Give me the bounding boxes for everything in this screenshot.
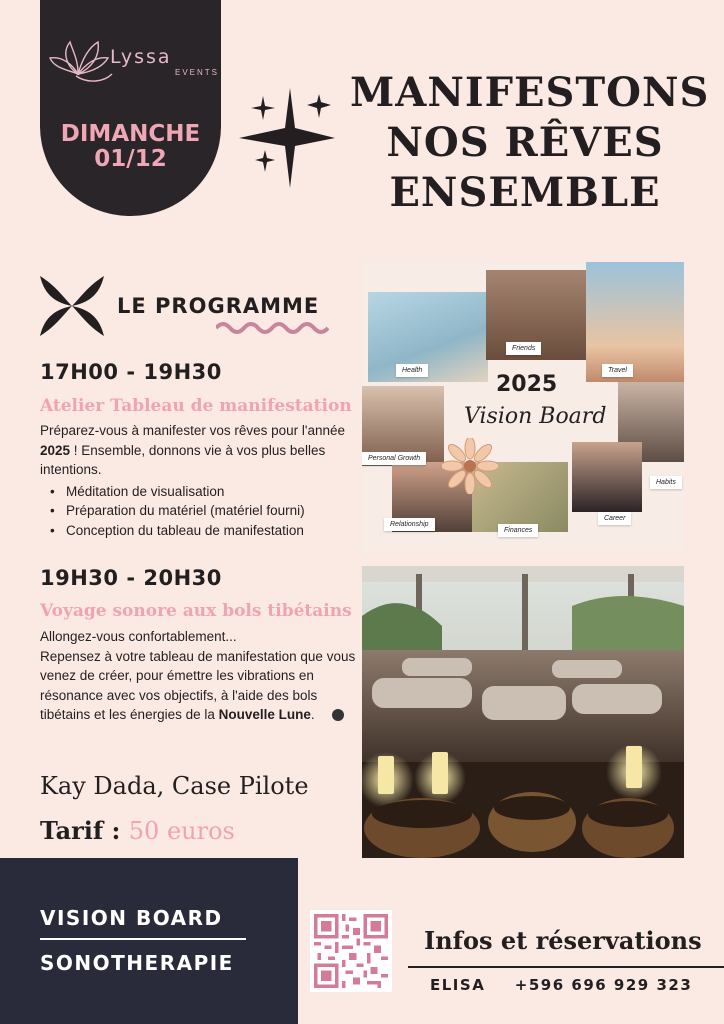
- page-title: [350, 68, 710, 218]
- programme-heading: LE PROGRAMME: [117, 294, 320, 318]
- brand-name: Lyssa: [110, 46, 172, 68]
- title-line-2: NOS RÊVES: [386, 119, 664, 166]
- session1-bullets: [40, 482, 360, 541]
- session2-title: Voyage sonore aux bols tibétains: [40, 601, 352, 621]
- tag-friends: Friends: [506, 342, 541, 355]
- session2-line2: Repensez à votre tableau de manifestation que vous venez de créer, pour émettre les vibrations en résonance avec vos objectifs, à l'aide des bols tibétains et les énergies de la: [40, 648, 356, 722]
- list-item: • Préparation du matériel (matériel fourni): [40, 501, 360, 521]
- tarif-value: 50 euros: [128, 817, 235, 845]
- new-moon-icon: [332, 709, 344, 721]
- event-date: [40, 122, 221, 172]
- session1-time: 17H00 - 19H30: [40, 360, 222, 384]
- footer-vision-board: VISION BOARD: [40, 906, 223, 930]
- list-item: • Conception du tableau de manifestation: [40, 521, 360, 541]
- session1-description: [40, 421, 360, 540]
- tag-personal-growth: Personal Growth: [362, 452, 426, 465]
- date-value: 01/12: [94, 146, 167, 172]
- qr-code-icon[interactable]: [310, 910, 392, 992]
- contact-name: ELISA: [430, 976, 486, 994]
- tag-finances: Finances: [498, 524, 538, 537]
- session2-time: 19H30 - 20H30: [40, 566, 222, 590]
- tarif-label: Tarif :: [40, 816, 129, 845]
- sound-bath-photo: [362, 566, 684, 858]
- session1-intro-a: Préparez-vous à manifester vos rêves pour l'année: [40, 423, 345, 438]
- tag-career: Career: [598, 512, 631, 525]
- contact-line: [430, 976, 692, 994]
- footer-panel: [0, 858, 298, 1024]
- list-item: • Méditation de visualisation: [40, 482, 360, 502]
- footer-sonotherapie: SONOTHERAPIE: [40, 951, 234, 975]
- vision-board-year: 2025: [496, 372, 558, 397]
- session2-description: [40, 627, 366, 725]
- title-line-3: ENSEMBLE: [389, 169, 661, 216]
- sparkle-stars-icon: [235, 88, 345, 193]
- info-divider: [408, 966, 724, 968]
- vision-board-title: Vision Board: [464, 404, 607, 429]
- footer-divider: [40, 938, 246, 940]
- date-day: DIMANCHE: [60, 121, 201, 147]
- photo-travel: [586, 262, 684, 382]
- session1-intro-b: ! Ensemble, donnons vie à vos plus belles intentions.: [40, 442, 326, 477]
- event-location: Kay Dada, Case Pilote: [40, 772, 309, 800]
- title-line-1: MANIFESTONS: [350, 69, 710, 116]
- info-reservations-heading: Infos et réservations: [424, 926, 702, 955]
- session2-line1: Allongez-vous confortablement...: [40, 629, 237, 644]
- tag-relationship: Relationship: [384, 518, 435, 531]
- flower-icon: [442, 438, 498, 494]
- tag-habits: Habits: [650, 476, 682, 489]
- session2-end: .: [310, 707, 315, 722]
- session1-year: 2025: [40, 442, 71, 458]
- contact-phone[interactable]: +596 696 929 323: [514, 976, 693, 994]
- brand-tagline: EVENTS: [175, 68, 220, 77]
- event-price: [40, 816, 235, 845]
- tag-travel: Travel: [602, 364, 633, 377]
- session2-moon: Nouvelle Lune: [218, 707, 311, 722]
- wavy-underline-icon: [216, 320, 332, 336]
- butterfly-icon: [38, 272, 106, 340]
- vision-board-image: [362, 262, 684, 552]
- session1-title: Atelier Tableau de manifestation: [40, 396, 352, 416]
- tag-health: Health: [396, 364, 428, 377]
- photo-career: [572, 442, 642, 512]
